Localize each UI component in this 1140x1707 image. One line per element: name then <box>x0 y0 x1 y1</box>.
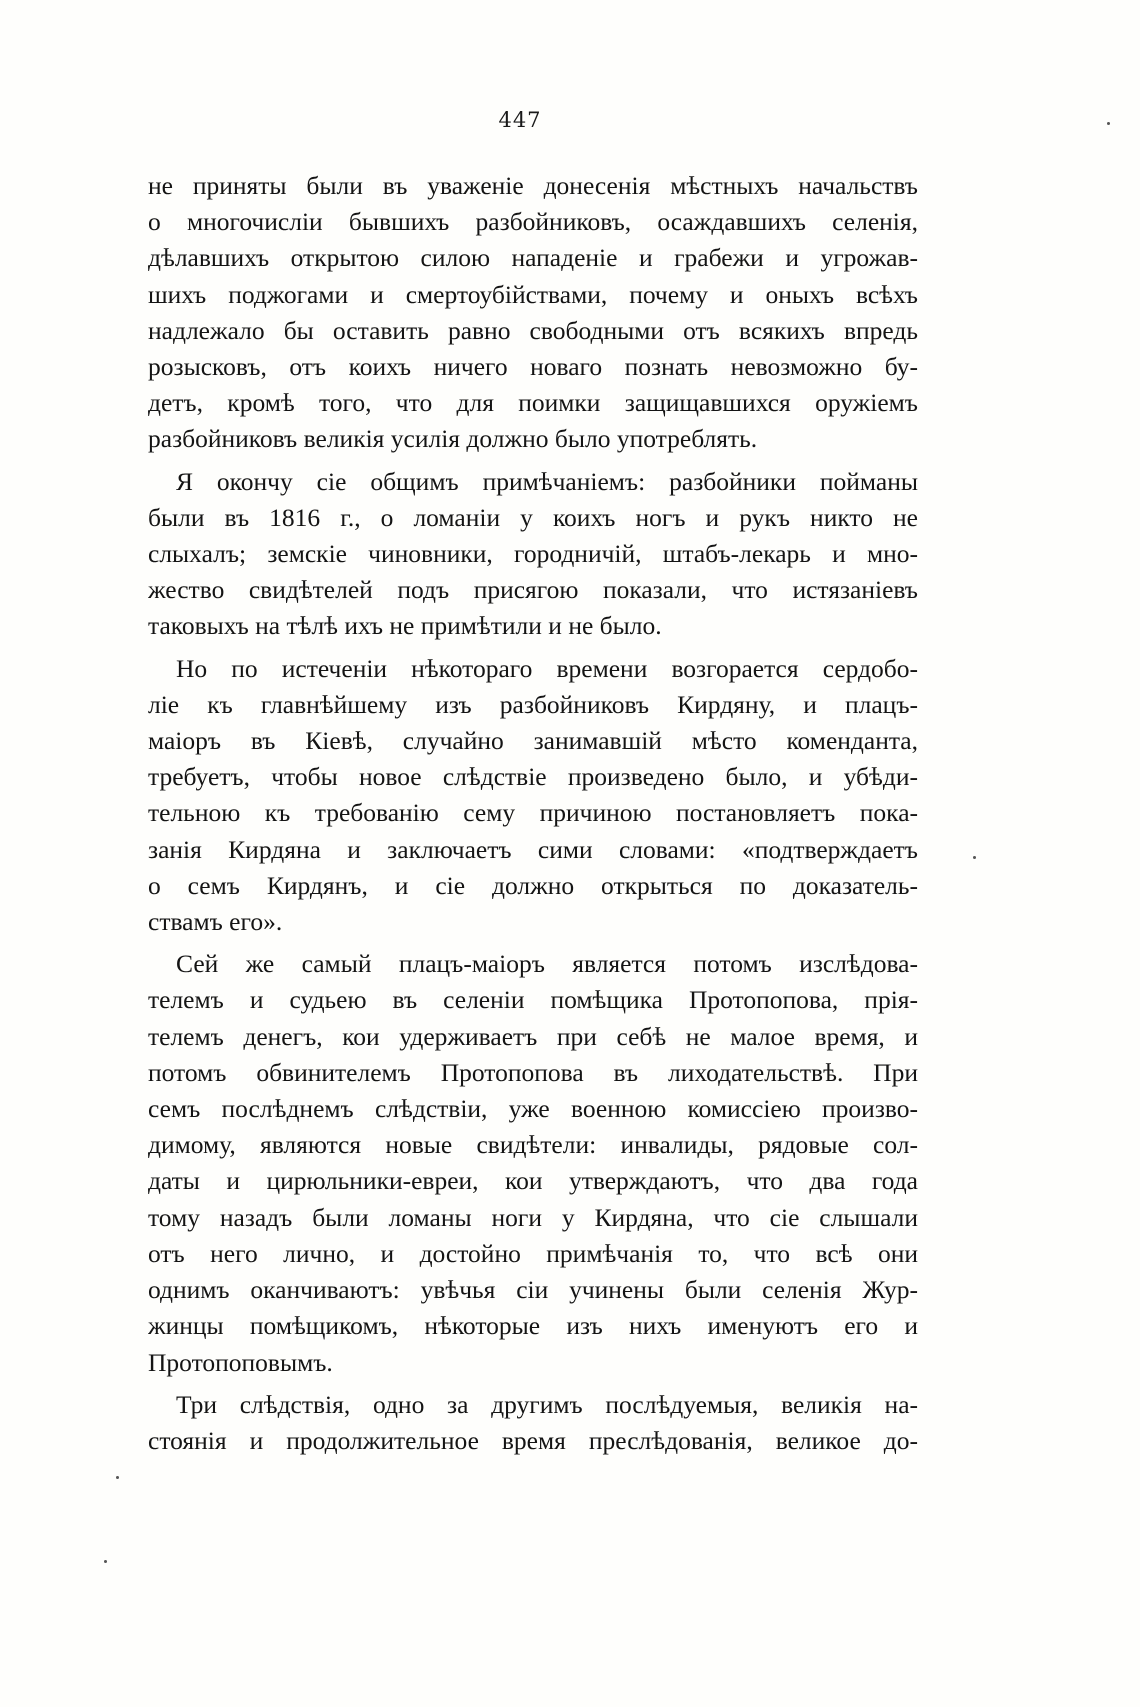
text-line: таковыхъ на тѣлѣ ихъ не примѣтили и не было. <box>148 611 662 641</box>
text-line: тому назадъ были ломаны ноги у Кирдяна, что сіе слышали <box>148 1202 918 1232</box>
text-line: требуетъ, чтобы новое слѣдствіе произведено было, и убѣди- <box>148 762 918 792</box>
text-line: отъ него лично, и достойно примѣчанія то, что всѣ они <box>148 1238 918 1268</box>
text-line: телемъ и судьею въ селеніи помѣщика Протопопова, прія- <box>148 985 918 1015</box>
text-line: занія Кирдяна и заключаетъ сими словами: «подтверждаетъ <box>148 834 918 864</box>
text-line: семъ послѣднемъ слѣдствіи, уже военною комиссіею произво- <box>148 1094 918 1124</box>
text-line: детъ, кромѣ того, что для поимки защищавшихся оружіемъ <box>148 388 918 418</box>
text-line: димому, являются новые свидѣтели: инвалиды, рядовые сол- <box>148 1130 918 1160</box>
text-line: даты и цирюльники-евреи, кои утверждаютъ, что два года <box>148 1166 918 1196</box>
text-line: были въ 1816 г., о ломаніи у коихъ ногъ и рукъ никто не <box>148 502 918 532</box>
page-number: 447 <box>498 108 542 132</box>
text-line: маіоръ въ Кіевѣ, случайно занимавшій мѣсто коменданта, <box>148 726 918 756</box>
text-line: дѣлавшихъ открытою силою нападеніе и грабежи и угрожав- <box>148 243 918 273</box>
scan-speck <box>1107 122 1110 125</box>
text-line: слыхалъ; земскіе чиновники, городничій, штабъ-лекарь и мно- <box>148 539 918 569</box>
text-line: о многочисліи бывшихъ разбойниковъ, осаждавшихъ селенія, <box>148 207 918 237</box>
paragraph-3 <box>148 651 918 941</box>
text-line: шихъ поджогами и смертоубійствами, почему и оныхъ всѣхъ <box>148 279 918 309</box>
text-line: однимъ оканчиваютъ: увѣчья сіи учинены были селенія Жур- <box>148 1275 918 1305</box>
text-line: о семъ Кирдянъ, и сіе должно открыться по доказатель- <box>148 870 918 900</box>
text-line: телемъ денегъ, кои удерживаетъ при себѣ не малое время, и <box>148 1021 918 1051</box>
text-line: Сей же самый плацъ-маіоръ является потомъ изслѣдова- <box>176 949 918 979</box>
scan-speck <box>116 1476 119 1479</box>
paragraph-5 <box>148 1387 918 1459</box>
text-line: жество свидѣтелей подъ присягою показали, что истязаніевъ <box>148 575 918 605</box>
text-line: Я окончу сіе общимъ примѣчаніемъ: разбойники пойманы <box>176 466 918 496</box>
text-line: ліе къ главнѣйшему изъ разбойниковъ Кирдяну, и плацъ- <box>148 689 918 719</box>
text-line: розысковъ, отъ коихъ ничего новаго познать невозможно бу- <box>148 352 918 382</box>
text-line: Три слѣдствія, одно за другимъ послѣдуемыя, великія на- <box>176 1389 918 1419</box>
text-line: Протопоповымъ. <box>148 1347 333 1377</box>
text-line: потомъ обвинителемъ Протопопова въ лиходательствѣ. При <box>148 1057 918 1087</box>
scan-speck <box>104 1560 107 1563</box>
text-line: не приняты были въ уваженіе донесенія мѣстныхъ начальствъ <box>148 171 918 200</box>
paragraph-4 <box>148 946 918 1380</box>
text-line: жинцы помѣщикомъ, нѣкоторые изъ нихъ именуютъ его и <box>148 1311 918 1341</box>
paragraph-1 <box>148 168 918 458</box>
text-line: стоянія и продолжительное время преслѣдованія, великое до- <box>148 1425 918 1455</box>
text-line: ствамъ его». <box>148 907 283 937</box>
body-text <box>148 168 918 1465</box>
text-line: тельною къ требованію сему причиною постановляетъ пока- <box>148 798 918 828</box>
scan-speck <box>973 856 976 859</box>
text-line: Но по истеченіи нѣкотораго времени возгорается сердобо- <box>176 653 918 683</box>
text-line: разбойниковъ великія усилія должно было употреблять. <box>148 424 758 454</box>
text-line: надлежало бы оставить равно свободными отъ всякихъ впредь <box>148 315 918 345</box>
paragraph-2 <box>148 464 918 645</box>
